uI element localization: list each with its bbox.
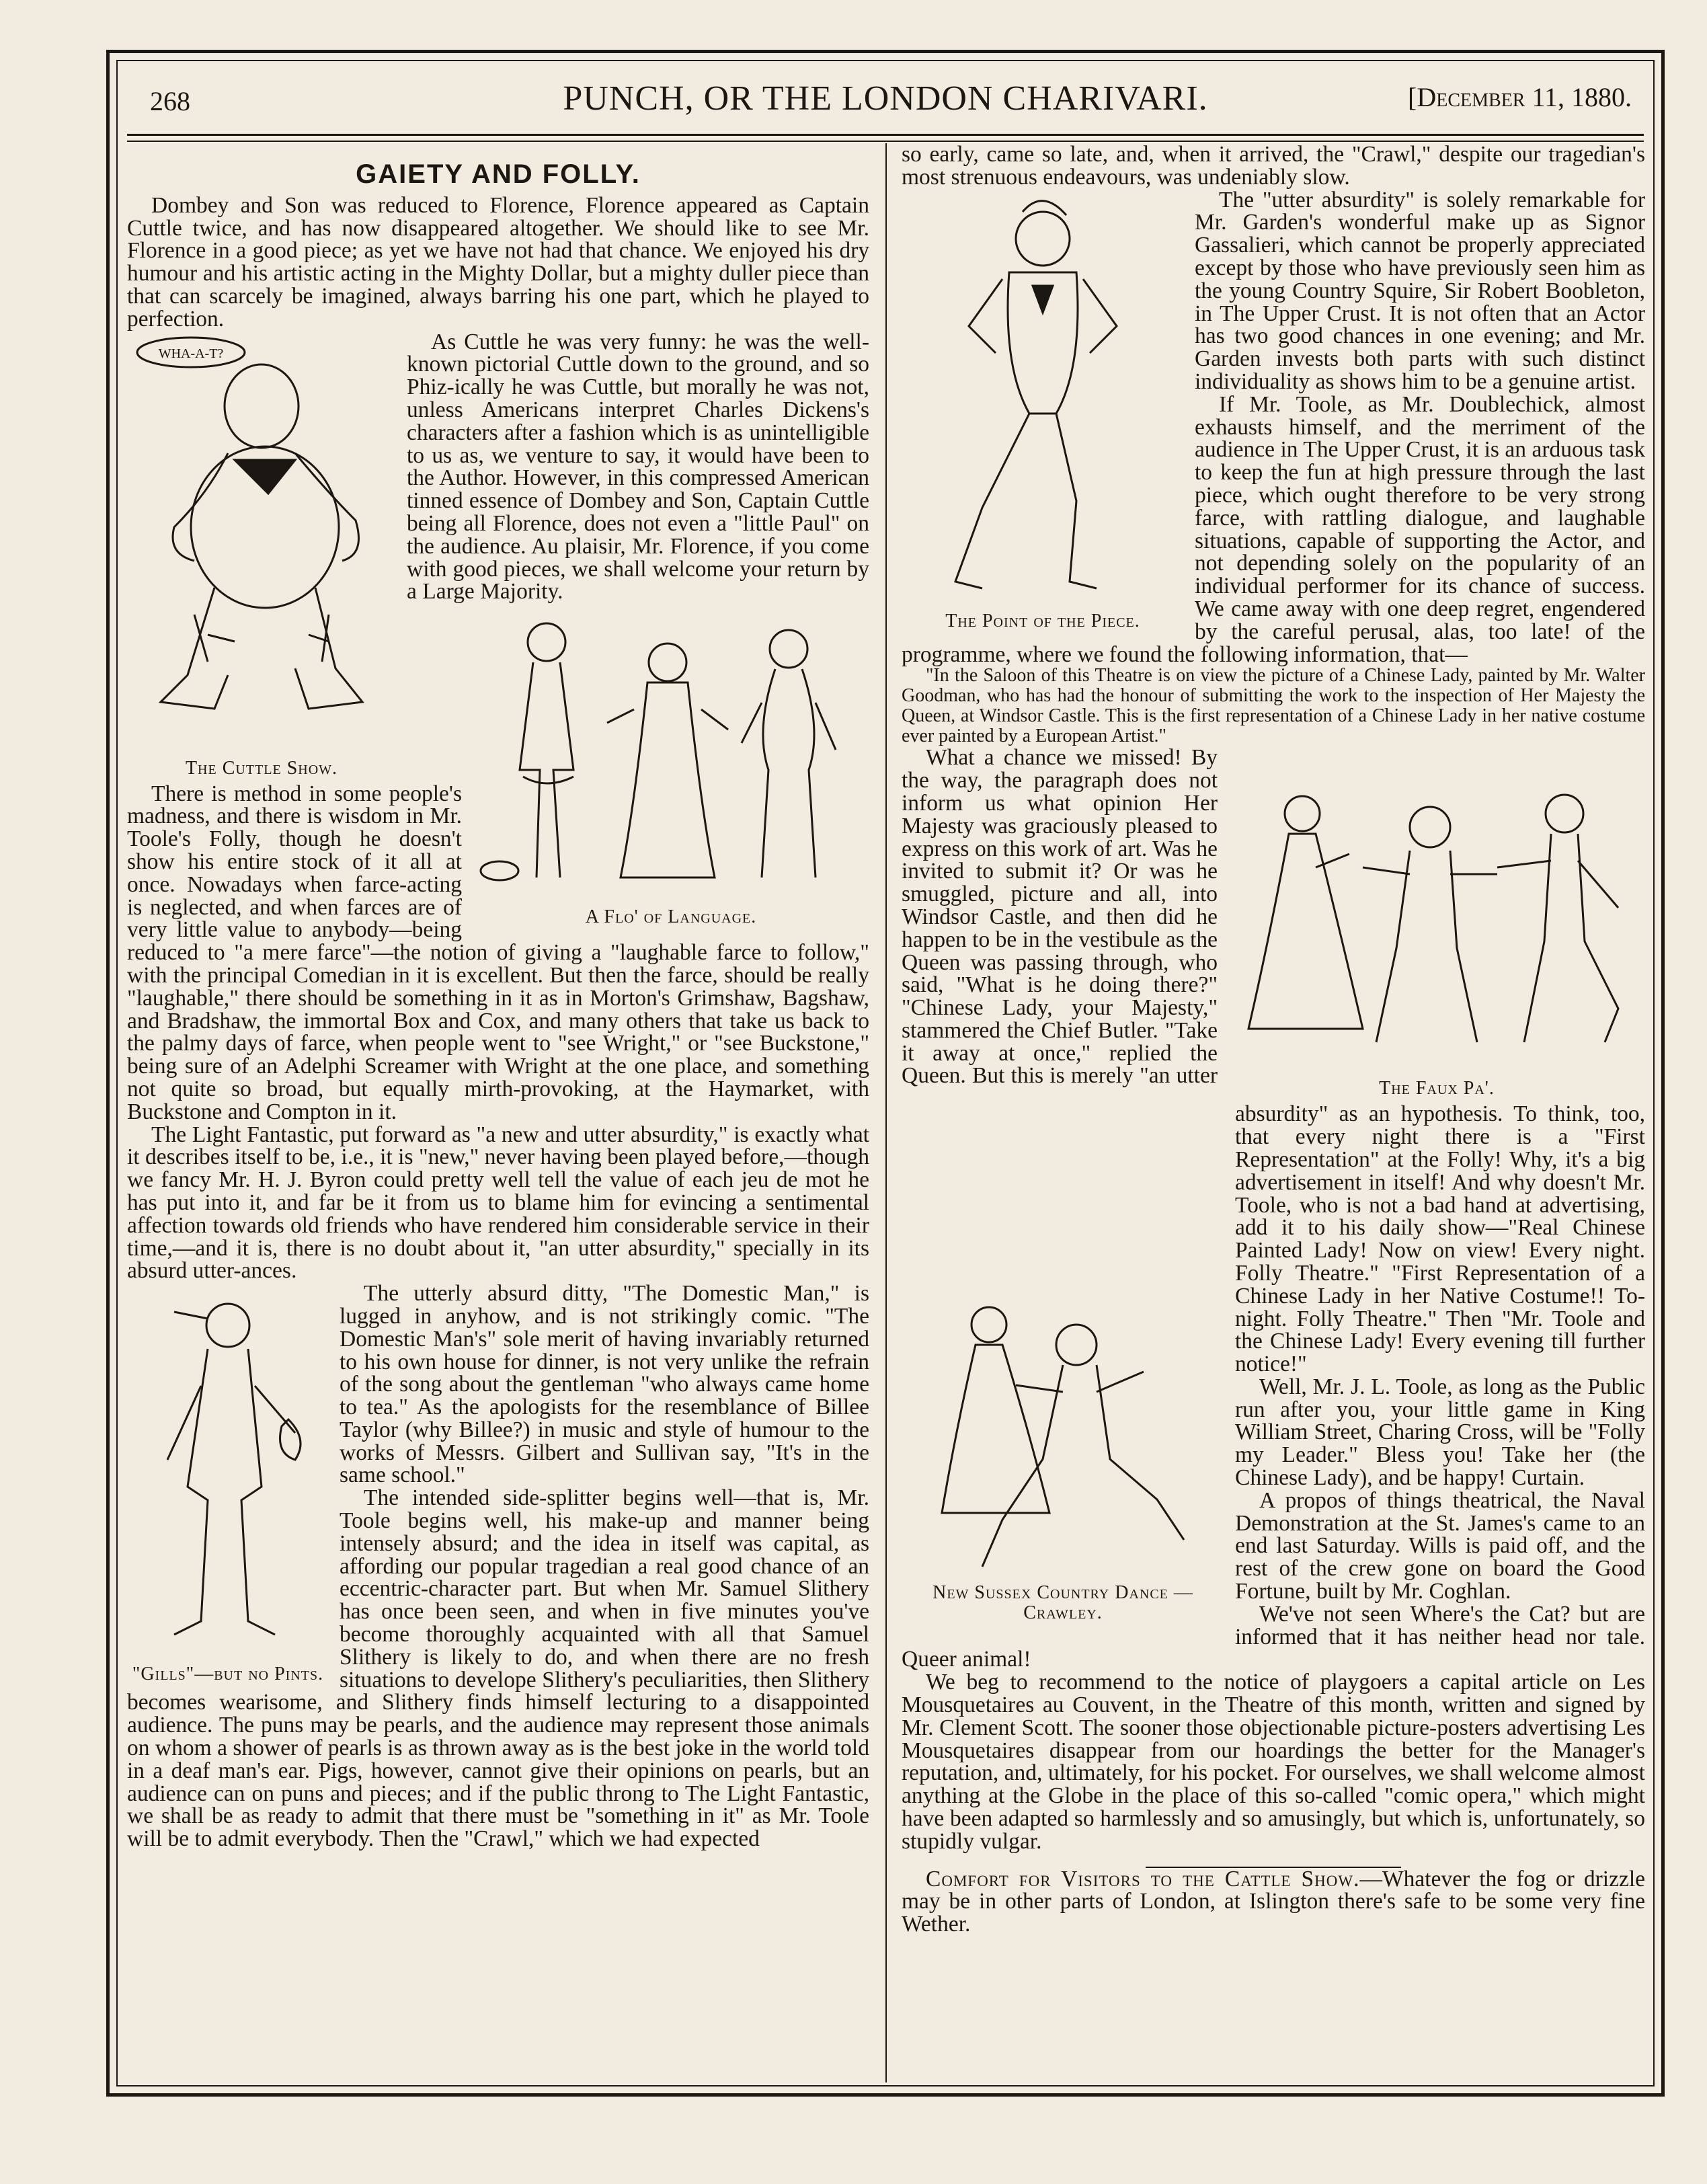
paragraph: If Mr. Toole, as Mr. Doublechick, almost exhausts himself, and the merriment of the audience in The Upper Crust, it is an arduous task to keep the fun at high pressure through the last piece, which ought therefore to be very strong farce, with rattling dialogue, and laughable situations, capable of supporting the Actor, and not depending solely on the popularity of an individual performer for its chance of success. We came away with one deep regret, engendered by the careful perusal, alas, too late! of the programme, where we found the following information, that— (902, 391, 1645, 667)
paragraph: What a chance we missed! By the way, the paragraph does not inform us what opinion Her Majesty was graciously pleased to express on this work of art. Was he invited to submit it? Or was he smuggled, picture and all, into Windsor Castle, and then did he happen to be in the vestibule as the Queen was passing through, who said, "What is he doing there?" "Chinese Lady, your Majesty," stammered the Chief Butler. "Take it away at once," replied the Queen. But this is merely "an utter absurdity" as an hypothesis. To think, too, that every night there is a "First Representation" at the Folly! Why, it's a big advertisement in itself! And why doesn't Mr. Toole, who is not a bad hand at advertising, add it to his daily show—"Real Chinese Painted Lady! Now on view! Every night. Folly Theatre." "First Representation of a Chinese Lady in her Native Costume!! To-night. Folly Theatre." Then "Mr. Toole and the Chinese Lady! Every evening till further notice!" (902, 745, 1645, 1377)
gills-figure-drawing (127, 1285, 329, 1662)
paragraph: Dombey and Son was reduced to Florence, Florence appeared as Captain Cuttle twice, and has now disappeared altogether. We should like to see Mr. Florence in a good piece; as yet we have not had that chance. We enjoyed his dry humour and his artistic acting in the Mighty Dollar, but a mighty duller piece than that can scarcely be imagined, always barring his one part, which he played to perfection. (127, 192, 869, 332)
caption-cuttle-show: The Cuttle Show. (185, 757, 338, 779)
speech-bubble: WHA-A-T? (158, 346, 224, 361)
left-column (127, 143, 869, 1850)
illustration-faux-pa (1228, 773, 1645, 1099)
paragraph: A propos of things theatrical, the Naval Demonstration at the St. James's came to an end last Saturday. Wills is paid off, and the rest of the crew gone on board the Good Fortune, built by Mr. Coghlan. (1235, 1487, 1645, 1604)
illustration-sussex-dance (902, 1298, 1224, 1623)
paragraph: The utterly absurd ditty, "The Domestic Man," is lugged in anyhow, and is not strikingly comic. "The Domestic Man's" sole merit of having invariably returned to his own house for dinner, is not very unlike the refrain of the song about the gentleman "who always came home to tea." As the apologists for the resemblance of Billee Taylor (why Billee?) in music and style of humour to the works of Messrs. Gilbert and Sullivan say, "It's in the same school." (340, 1281, 869, 1488)
masthead: PUNCH, OR THE LONDON CHARIVARI. (563, 79, 1208, 118)
cattle-show-lead: Comfort for Visitors to the Cattle Show. (926, 1866, 1360, 1892)
paragraph: As Cuttle he was very funny: he was the well-known pictorial Cuttle down to the ground, and so Phiz-ically he was Cuttle, but morally he was not, unless Americans interpret Charles Dickens's characters after a fashion which is as unintelligible to us as, we venture to say, it would have been to the Author. However, in this compressed American tinned essence of Dombey and Son, Captain Cuttle being all Florence, does not even a "little Paul" on the audience. Au plaisir, Mr. Florence, if you come with good pieces, we shall welcome your return by a Large Majority. (407, 329, 869, 604)
programme-quote: "In the Saloon of this Theatre is on view the picture of a Chinese Lady, painted by Mr. Walter Goodman, who has had the honour of submitting the work to the inspection of Her Majesty the Queen, at Windsor Castle. This is the first representation of a Chinese Lady in her native costume ever painted by a European Artist." (902, 665, 1645, 747)
paragraph: We've not seen Where's the Cat? but are informed that it has neither head nor tale. Queer animal! (902, 1601, 1645, 1672)
paragraph: There is method in some people's madness, and there is wisdom in Mr. Toole's Folly, though he doesn't show his entire stock of it all at once. Nowadays when farce-acting is neglected, and when farces are of very little value to anybody—being reduced to "a mere farce"—the notion of giving a "laughable farce to follow," with the principal Comedian in it is excellent. But then the farce, should be really "laughable," there should be something in it as in Morton's Grimshaw, Bagshaw, and Bradshaw, the immortal Box and Cox, and many others that take us back to the palmy days of farce, when people went to "see Wright," or "see Buckstone," being sure of an Adelphi Screamer with Wright at the one place, and something not quite so broad, but equally mirth-provoking, at the Haymarket, with Buckstone and Compton in it. (127, 781, 869, 1124)
dance-figures-drawing (902, 1298, 1224, 1580)
caption-faux-pa: The Faux Pa'. (1379, 1078, 1495, 1099)
illustration-point-of-piece (902, 192, 1184, 631)
column-divider (885, 143, 887, 2082)
cattle-show-note (902, 1868, 1645, 1936)
caption-gills-no-pints: "Gills"—but no Pints. (132, 1664, 324, 1685)
paragraph: We beg to recommend to the notice of playgoers a capital article on Les Mousquetaires au Couvent, in the Theatre of this month, written and signed by Mr. Clement Scott. The sooner those objectionable picture-posters advertising Les Mousquetaires disappear from our hoardings the better for the Manager's reputation, and, ultimately, for his pocket. For ourselves, we shall welcome almost anything at the Globe in the place of this so-called "comic opera," which might have been adapted so harmlessly and so amusingly, but which is, unfortunately, so stupidly vulgar. (902, 1670, 1645, 1854)
paragraph: so early, came so late, and, when it arrived, the "Crawl," despite our tragedian's most strenuous endeavours, was undeniably slow. (902, 142, 1645, 190)
illustration-cuttle-show (127, 325, 396, 779)
point-figure-drawing (902, 192, 1184, 609)
page-number: 268 (150, 86, 190, 116)
faux-pa-figures-drawing (1228, 773, 1645, 1076)
cuttle-figure-drawing (127, 325, 396, 756)
header-rule (127, 134, 1644, 136)
right-column (902, 143, 1645, 1936)
caption-point-of-piece: The Point of the Piece. (945, 610, 1140, 631)
illustration-flo-of-language (473, 609, 869, 927)
paragraph: The intended side-splitter begins well—that is, Mr. Toole begins well, his make-up and manner being intensely absurd; and the idea in itself was capital, as affording our popular tragedian a real good chance of an eccentric-character part. But when Mr. Samuel Slithery has once been seen, and when in five minutes you've become thoroughly acquainted with all that Samuel Slithery is likely to do, and when there are no fresh situations to develope Slithery's peculiarities, then Slithery becomes wearisome, and Slithery finds himself lecturing to a disappointed audience. The puns may be pearls, and the audience may represent those animals on whom a shower of pearls is as thrown away as is the best joke in the world told in a deaf man's ear. Pigs, however, cannot give their opinions on pearls, but an audience can on puns and pieces; and if the public throng to The Light Fantastic, we shall be as ready to admit that there must be "something in it" as Mr. Toole will be to admit everybody. Then the "Crawl," which we had expected (127, 1485, 869, 1852)
issue-date: [December 11, 1880. (1408, 82, 1632, 112)
caption-sussex-dance: New Sussex Country Dance —Crawley. (932, 1582, 1193, 1624)
paragraph: Well, Mr. J. L. Toole, as long as the Public run after you, your little game in King William Street, Charing Cross, will be "Folly my Leader." Bless you! Take her (the Chinese Lady), and be happy! Curtain. (1235, 1374, 1645, 1491)
cattle-show-text: —Whatever the fog or drizzle may be in other parts of London, at Islington there's safe to be some very fine Wether. (902, 1866, 1645, 1937)
paragraph: The Light Fantastic, put forward as "a new and utter absurdity," is exactly what it describes itself to be, i.e., it is "new," never having been played before,—though we fancy Mr. H. J. Byron could pretty well tell the value of each jeu de mot he has put into it, and far be it from us to blame him for evincing a sentimental affection towards old friends who have rendered him considerable service in their time,—and it is, there is no doubt about it, "an utter absurdity," specially in its absurd utter-ances. (127, 1122, 869, 1284)
paragraph: The "utter absurdity" is solely remarkable for Mr. Garden's wonderful make up as Signor Gassalieri, which cannot be properly appreciated except by those who have previously seen him as the young Country Squire, Sir Robert Boobleton, in The Upper Crust. It is not often that an Actor has two good chances in one evening; and Mr. Garden invests both parts with such distinct individuality as shows him to be a genuine artist. (1195, 187, 1645, 394)
caption-flo-of-language: A Flo' of Language. (585, 906, 757, 928)
page-inner-frame (116, 60, 1655, 2086)
language-figures-drawing (473, 609, 869, 904)
page-frame (106, 50, 1665, 2097)
illustration-gills-no-pints (127, 1285, 329, 1684)
page-header (118, 61, 1653, 134)
article-title: GAIETY AND FOLLY. (356, 159, 641, 189)
